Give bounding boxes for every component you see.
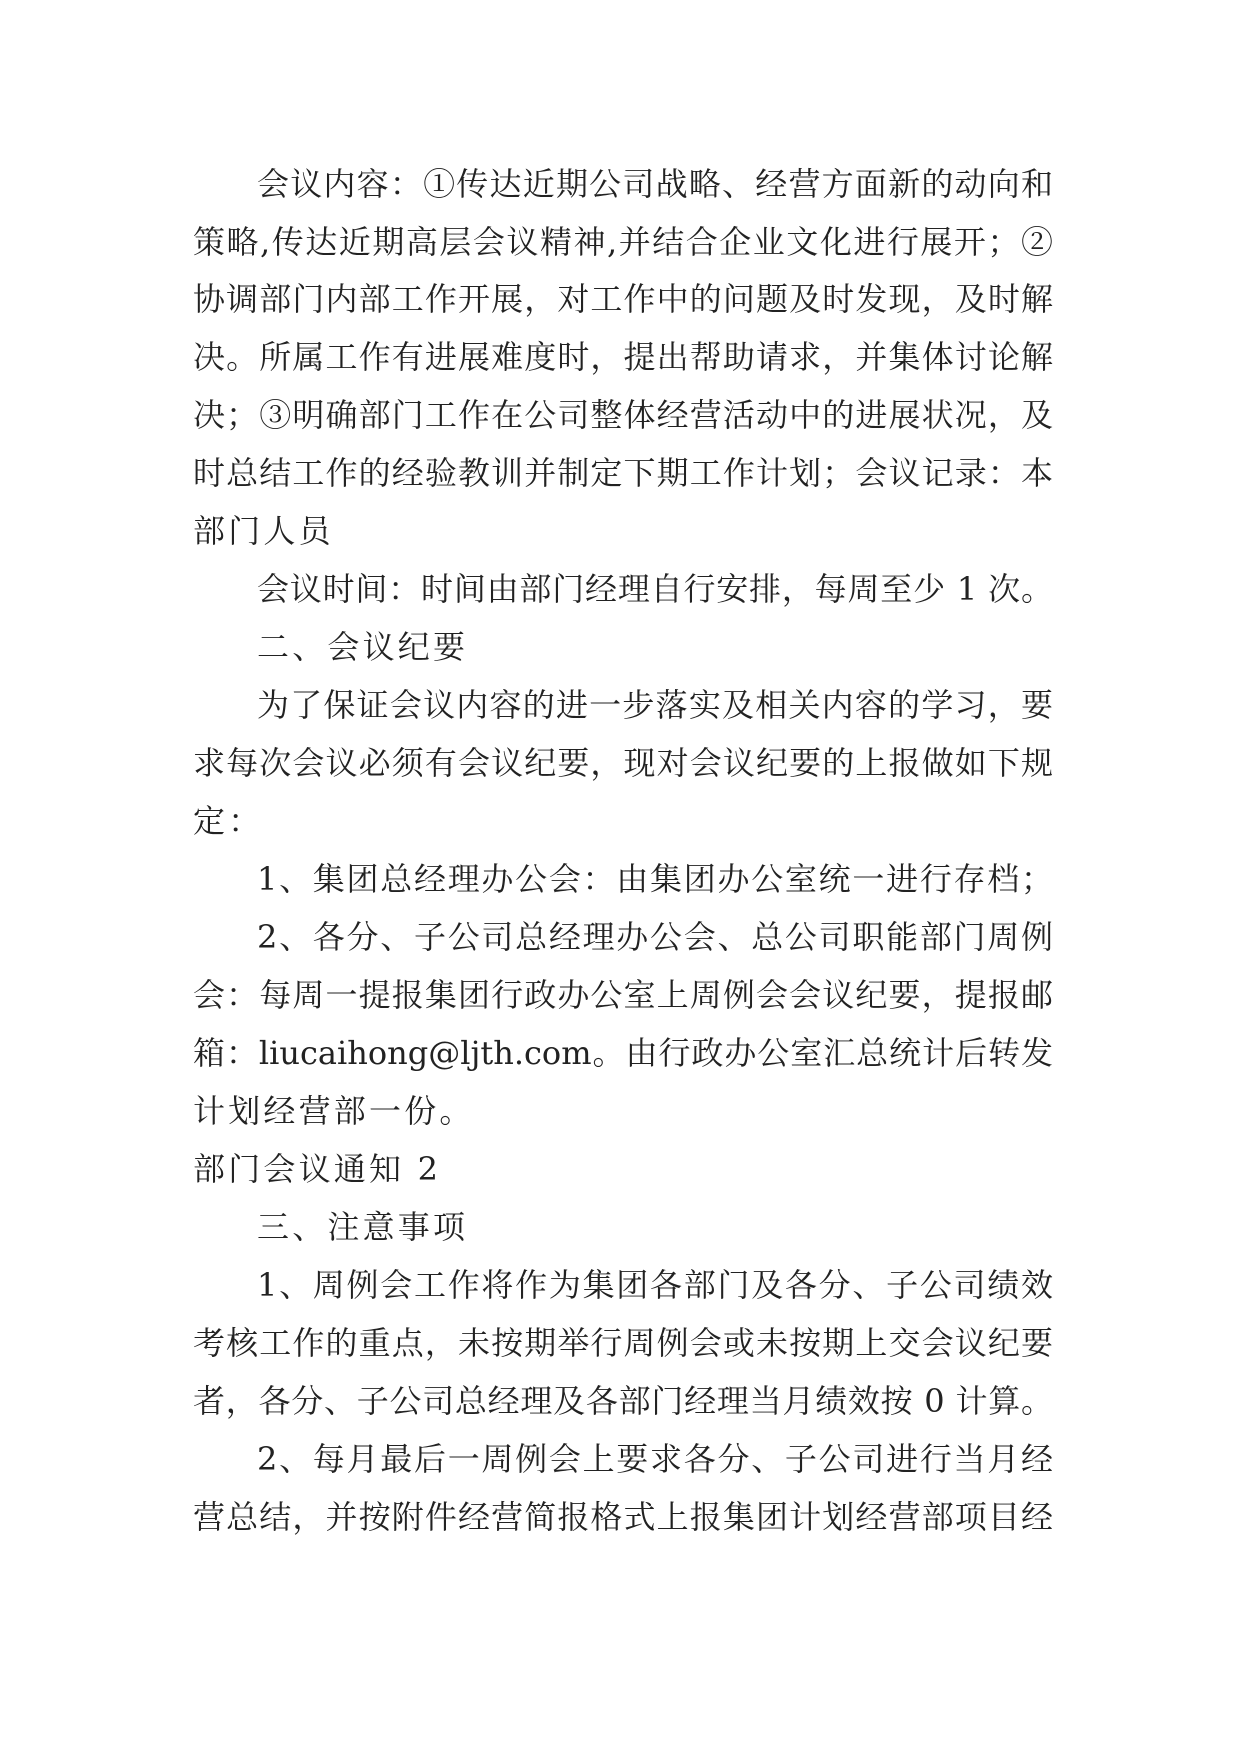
text-line: 箱：liucaihong@ljth.com。由行政办公室汇总统计后转发: [193, 1034, 1053, 1072]
text-line: 营总结，并按附件经营简报格式上报集团计划经营部项目经: [193, 1498, 1053, 1536]
text-line: 会议时间：时间由部门经理自行安排，每周至少 1 次。: [257, 570, 1053, 608]
section-heading: 三、注意事项: [257, 1208, 469, 1246]
text-line: 会：每周一提报集团行政办公室上周例会会议纪要，提报邮: [193, 976, 1053, 1014]
text-line: 求每次会议必须有会议纪要，现对会议纪要的上报做如下规: [193, 744, 1053, 782]
text-line: 1、集团总经理办公会：由集团办公室统一进行存档；: [257, 860, 1053, 898]
document-title: 部门会议通知 2: [193, 1150, 442, 1188]
text-line: 考核工作的重点，未按期举行周例会或未按期上交会议纪要: [193, 1324, 1053, 1362]
text-line: 时总结工作的经验教训并制定下期工作计划；会议记录：本: [193, 454, 1053, 492]
text-line: 定：: [193, 802, 264, 840]
text-line: 计划经营部一份。: [193, 1092, 475, 1130]
text-line: 会议内容：①传达近期公司战略、经营方面新的动向和: [257, 165, 1053, 203]
text-line: 决；③明确部门工作在公司整体经营活动中的进展状况，及: [193, 396, 1053, 434]
text-line: 1、周例会工作将作为集团各部门及各分、子公司绩效: [257, 1266, 1053, 1304]
text-line: 部门人员: [193, 512, 334, 550]
text-line: 协调部门内部工作开展，对工作中的问题及时发现，及时解: [193, 280, 1053, 318]
text-line: 2、每月最后一周例会上要求各分、子公司进行当月经: [257, 1440, 1053, 1478]
section-heading: 二、会议纪要: [257, 628, 469, 666]
text-line: 决。所属工作有进展难度时，提出帮助请求，并集体讨论解: [193, 338, 1053, 376]
text-line: 2、各分、子公司总经理办公会、总公司职能部门周例: [257, 918, 1053, 956]
text-line: 为了保证会议内容的进一步落实及相关内容的学习，要: [257, 686, 1053, 724]
text-line: 策略,传达近期高层会议精神,并结合企业文化进行展开；②: [193, 223, 1053, 261]
text-line: 者，各分、子公司总经理及各部门经理当月绩效按 0 计算。: [193, 1382, 1053, 1420]
